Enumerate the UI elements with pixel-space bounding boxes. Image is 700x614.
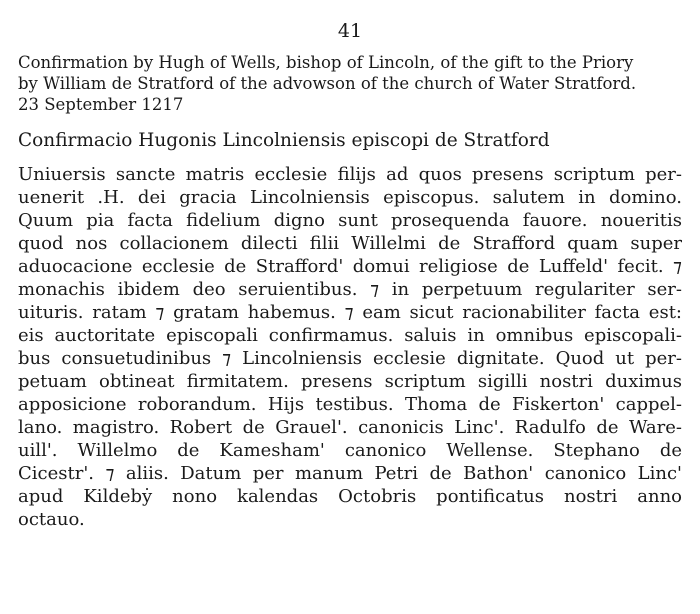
charter-heading: Confirmacio Hugonis Lincolniensis episcopi de Stratford	[18, 130, 550, 151]
page-number: 41	[337, 20, 363, 42]
charter-line: quod nos collacionem dilecti filii Willelmi de Strafford quam super	[18, 233, 682, 254]
charter-line: monachis ibidem deo seruientibus. ⁊ in perpetuum regulariter ser-	[18, 279, 682, 300]
charter-line: petuam obtineat firmitatem. presens scriptum sigilli nostri duximus	[18, 371, 682, 392]
summary-line: by William de Stratford of the advowson of the church of Water Stratford.	[18, 74, 637, 93]
charter-line: uill'. Willelmo de Kamesham' canonico Wellense. Stephano de	[18, 440, 682, 461]
charter-line: apposicione roborandum. Hijs testibus. Thoma de Fiskerton' cappel-	[18, 394, 682, 415]
summary-date: 23 September 1217	[18, 95, 184, 114]
charter-line: lano. magistro. Robert de Grauel'. canonicis Linc'. Radulfo de Ware-	[18, 417, 682, 438]
charter-line: octauo.	[18, 509, 85, 530]
charter-line: Cicestr'. ⁊ aliis. Datum per manum Petri de Bathon' canonico Linc'	[18, 463, 682, 484]
charter-line: apud Kildebẏ nono kalendas Octobris pontificatus nostri anno	[18, 486, 682, 507]
charter-line: Quum pia facta fidelium digno sunt prosequenda fauore. noueritis	[18, 210, 682, 231]
charter-text	[18, 163, 682, 531]
charter-line: bus consuetudinibus ⁊ Lincolniensis ecclesie dignitate. Quod ut per-	[18, 348, 682, 369]
charter-line: uituris. ratam ⁊ gratam habemus. ⁊ eam sicut racionabiliter facta est:	[18, 302, 682, 323]
charter-line: uenerit .H. dei gracia Lincolniensis episcopus. salutem in domino.	[18, 187, 682, 208]
document-summary	[18, 52, 682, 115]
charter-line: aduocacione ecclesie de Strafford' domui religiose de Luffeld' fecit. ⁊	[18, 256, 682, 277]
summary-line: Confirmation by Hugh of Wells, bishop of Lincoln, of the gift to the Priory	[18, 53, 634, 72]
document-page	[18, 20, 682, 531]
charter-line: eis auctoritate episcopali confirmamus. saluis in omnibus episcopali-	[18, 325, 682, 346]
charter-line: Uniuersis sancte matris ecclesie filijs ad quos presens scriptum per-	[18, 164, 682, 185]
